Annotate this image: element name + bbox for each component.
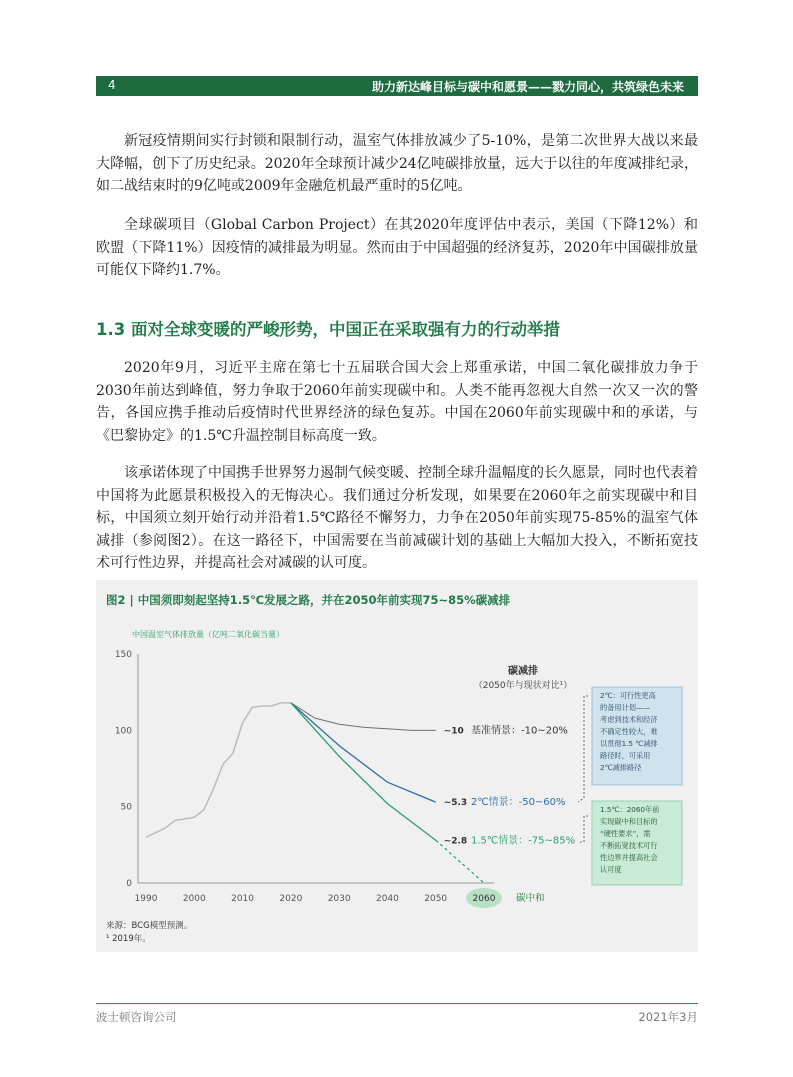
page-number: 4	[108, 78, 116, 92]
box-2c-line: 2℃：可行性更高	[600, 691, 656, 700]
x-tick-label: 2010	[231, 894, 255, 904]
x-tick-label: 2020	[279, 894, 303, 904]
series-line-4	[436, 840, 484, 883]
y-tick-label: 150	[114, 650, 132, 660]
box-2c-line: 不确定性较大，难	[600, 727, 658, 736]
reduction-subtitle: （2050年与现状对比¹）	[473, 681, 573, 691]
bracket-15c	[578, 816, 588, 842]
series-line-2	[291, 703, 436, 802]
box-15c-line: 性边界并提高社会	[600, 853, 658, 862]
footer-divider	[96, 1003, 698, 1004]
section-heading: 1.3 面对全球变暖的严峻形势，中国正在采取强有力的行动举措	[96, 320, 560, 339]
figure-source: 来源：BCG模型预测。	[106, 921, 193, 931]
figure-title: 图2 | 中国须即刻起坚持1.5℃发展之路，并在2050年前实现75~85%碳减排	[106, 593, 511, 607]
x-tick-label: 2060	[472, 894, 496, 904]
axes	[115, 650, 494, 904]
series-end-label: ~5.3	[443, 798, 468, 809]
footer-date: 2021年3月	[638, 1010, 698, 1024]
box-15c-line: “硬性要求”，需	[600, 829, 651, 838]
box-15c-line: 1.5℃：2060年前	[600, 805, 660, 814]
x-tick-label: 1990	[134, 894, 158, 904]
x-tick-label: 2040	[375, 894, 399, 904]
y-axis-label: 中国温室气体排放量（亿吨二氧化碳当量）	[132, 630, 284, 639]
box-2c-text	[600, 691, 658, 772]
series-name-label: 基准情景：-10~20%	[471, 725, 568, 737]
series-line-0	[146, 703, 291, 837]
emissions-chart	[96, 580, 698, 952]
carbon-neutral-label: 碳中和	[516, 893, 545, 904]
box-15c-line: 不断拓宽技术可行	[600, 841, 658, 850]
reduction-title: 碳减排	[508, 666, 538, 677]
paragraph-3: 2020年9月，习近平主席在第七十五届联合国大会上郑重承诺，中国二氧化碳排放力争于2030年前达到峰值，努力争取于2060年前实现碳中和。人类不能再忽视大自然一次又一次的警告，各国应携手推动后疫情时代世界经济的绿色复苏。中国在2060年前实现碳中和的承诺，与《巴黎协定》的1.5℃升温控制目标高度一致。	[96, 360, 698, 444]
paragraph-4: 该承诺体现了中国携手世界努力遏制气候变暖、控制全球升温幅度的长久愿景，同时也代表着中国将为此愿景积极投入的无悔决心。我们通过分析发现，如果要在2060年之前实现碳中和目标，中国须立刻开始行动并沿着1.5℃路径不懈努力，力争在2050年前实现75-85%的温室气体减排（参阅图2）。在这一路径下，中国需要在当前减碳计划的基础上大幅加大投入，不断拓宽技术可行性边界，并提高社会对减碳的认可度。	[96, 465, 698, 571]
paragraph-1: 新冠疫情期间实行封锁和限制行动，温室气体排放减少了5-10%，是第二次世界大战以来最大降幅，创下了历史纪录。2020年全球预计减少24亿吨碳排放量，远大于以往的年度减排纪录，如二战结束时的9亿吨或2009年金融危机最严重时的5亿吨。	[96, 133, 698, 194]
x-tick-label: 2050	[424, 894, 448, 904]
footer-publisher: 波士顿咨询公司	[96, 1010, 177, 1024]
series-end-label: ~2.8	[443, 836, 468, 847]
series-layer	[146, 703, 575, 883]
box-2c-line: 考虑到技术和经济	[600, 715, 658, 724]
figure-2	[96, 580, 698, 952]
x-tick-label: 2000	[182, 894, 206, 904]
box-15c-line: 实现碳中和目标的	[600, 817, 658, 826]
header-bar	[96, 76, 698, 96]
y-tick-label: 0	[126, 879, 132, 889]
box-2c-line: 2℃减排路径	[600, 763, 642, 772]
x-tick-label: 2030	[327, 894, 351, 904]
series-end-label: ~10	[443, 726, 464, 737]
y-tick-label: 100	[114, 726, 132, 737]
running-title: 助力新达峰目标与碳中和愿景——戮力同心，共筑绿色未来	[371, 80, 684, 94]
box-2c-line: 的备用计划——	[600, 703, 651, 712]
y-tick-label: 50	[120, 802, 132, 813]
box-2c-line: 以贯彻1.5 ℃减排	[600, 739, 658, 748]
series-name-label: 2℃情景：-50~60%	[471, 797, 566, 809]
box-2c-line: 路径时，可采用	[600, 751, 651, 760]
box-15c-line: 认可度	[600, 865, 622, 874]
series-name-label: 1.5℃情景：-75~85%	[471, 835, 576, 847]
figure-footnote: ¹ 2019年。	[106, 934, 151, 944]
series-line-3	[291, 703, 436, 840]
paragraph-2: 全球碳项目（Global Carbon Project）在其2020年度评估中表示，美国（下降12%）和欧盟（下降11%）因疫情的减排最为明显。然而由于中国超强的经济复苏，2020年中国碳排放量可能仅下降约1.7%。	[96, 217, 698, 278]
bracket-2c	[578, 696, 588, 802]
